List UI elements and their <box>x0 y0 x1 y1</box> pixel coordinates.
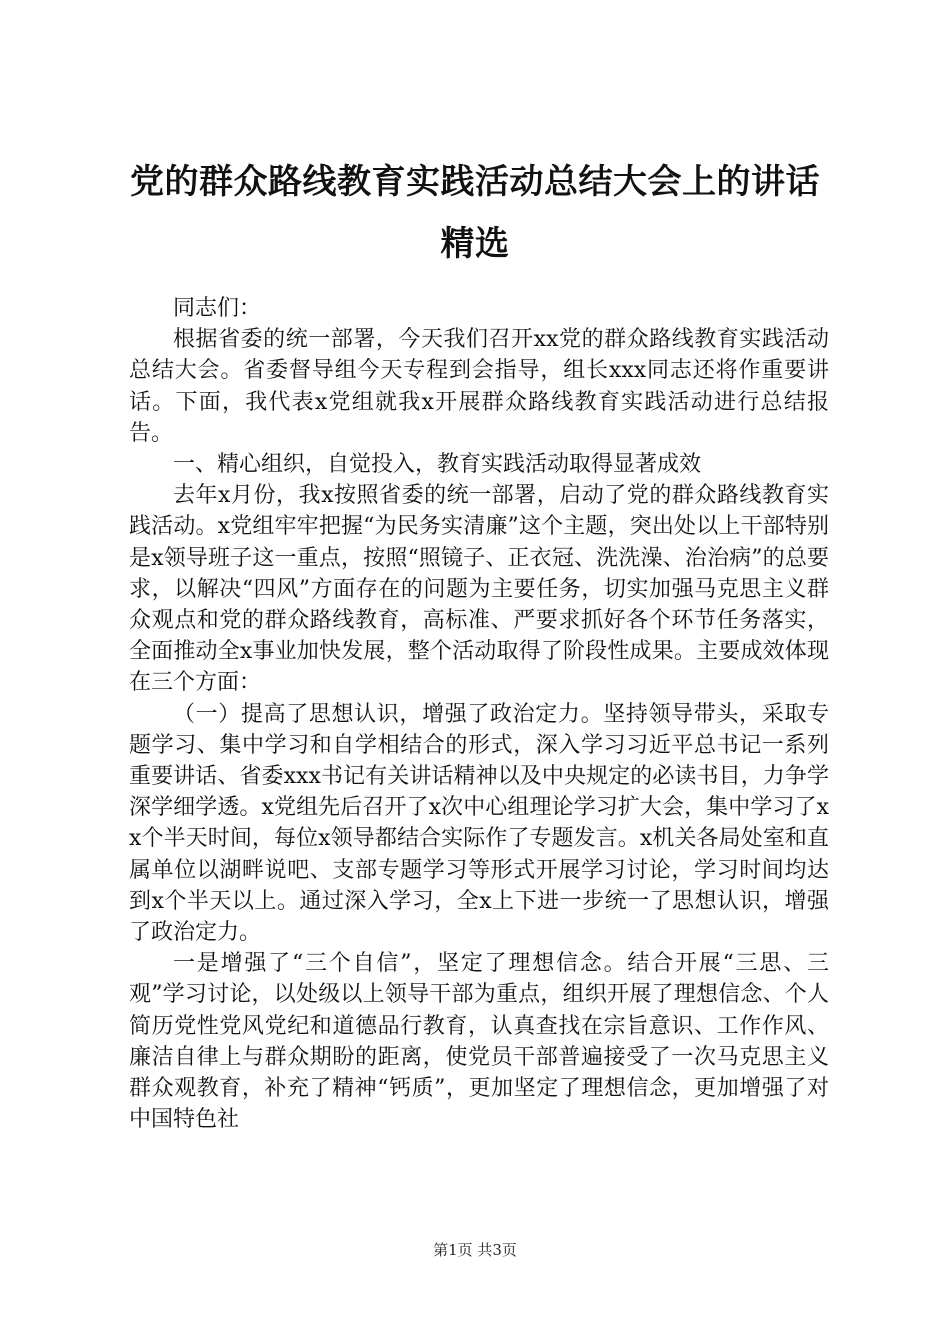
document-title-line-2: 精选 <box>440 224 510 264</box>
body-paragraph: 一是增强了“三个自信”，坚定了理想信念。结合开展“三思、三观”学习讨论，以处级以上领导干部为重点，组织开展了理想信念、个人简历党性党风党纪和道德品行教育，认真查找在宗旨意识、工作作风、廉洁自律上与群众期盼的距离，使党员干部普遍接受了一次马克思主义群众观教育，补充了精神“钙质”，更加坚定了理想信念，更加增强了对中国特色社 <box>129 951 829 1133</box>
document-title-line-1: 党的群众路线教育实践活动总结大会上的讲话 <box>130 162 820 202</box>
body-paragraph: （一）提高了思想认识，增强了政治定力。坚持领导带头，采取专题学习、集中学习和自学相结合的形式，深入学习习近平总书记一系列重要讲话、省委xxx书记有关讲话精神以及中央规定的必读书目，力争学深学细学透。x党组先后召开了x次中心组理论学习扩大会，集中学习了xx个半天时间，每位x领导都结合实际作了专题发言。x机关各局处室和直属单位以湖畔说吧、支部专题学习等形式开展学习讨论，学习时间均达到x个半天以上。通过深入学习，全x上下进一步统一了思想认识，增强了政治定力。 <box>129 701 829 946</box>
body-paragraph: 根据省委的统一部署，今天我们召开xx党的群众路线教育实践活动总结大会。省委督导组今天专程到会指导，组长xxx同志还将作重要讲话。下面，我代表x党组就我x开展群众路线教育实践活动进行总结报告。 <box>129 327 829 446</box>
document-body <box>129 293 829 1135</box>
body-paragraph: 去年x月份，我x按照省委的统一部署，启动了党的群众路线教育实践活动。x党组牢牢把握“为民务实清廉”这个主题，突出处以上干部特别是x领导班子这一重点，按照“照镜子、正衣冠、洗洗澡、治治病”的总要求，以解决“四风”方面存在的问题为主要任务，切实加强马克思主义群众观点和党的群众路线教育，高标准、严要求抓好各个环节任务落实，全面推动全x事业加快发展，整个活动取得了阶段性成果。主要成效体现在三个方面： <box>129 483 829 696</box>
section-heading: 一、精心组织，自觉投入，教育实践活动取得显著成效 <box>173 452 702 478</box>
salutation: 同志们： <box>173 296 262 321</box>
page-footer: 第1页 共3页 <box>433 1241 517 1259</box>
